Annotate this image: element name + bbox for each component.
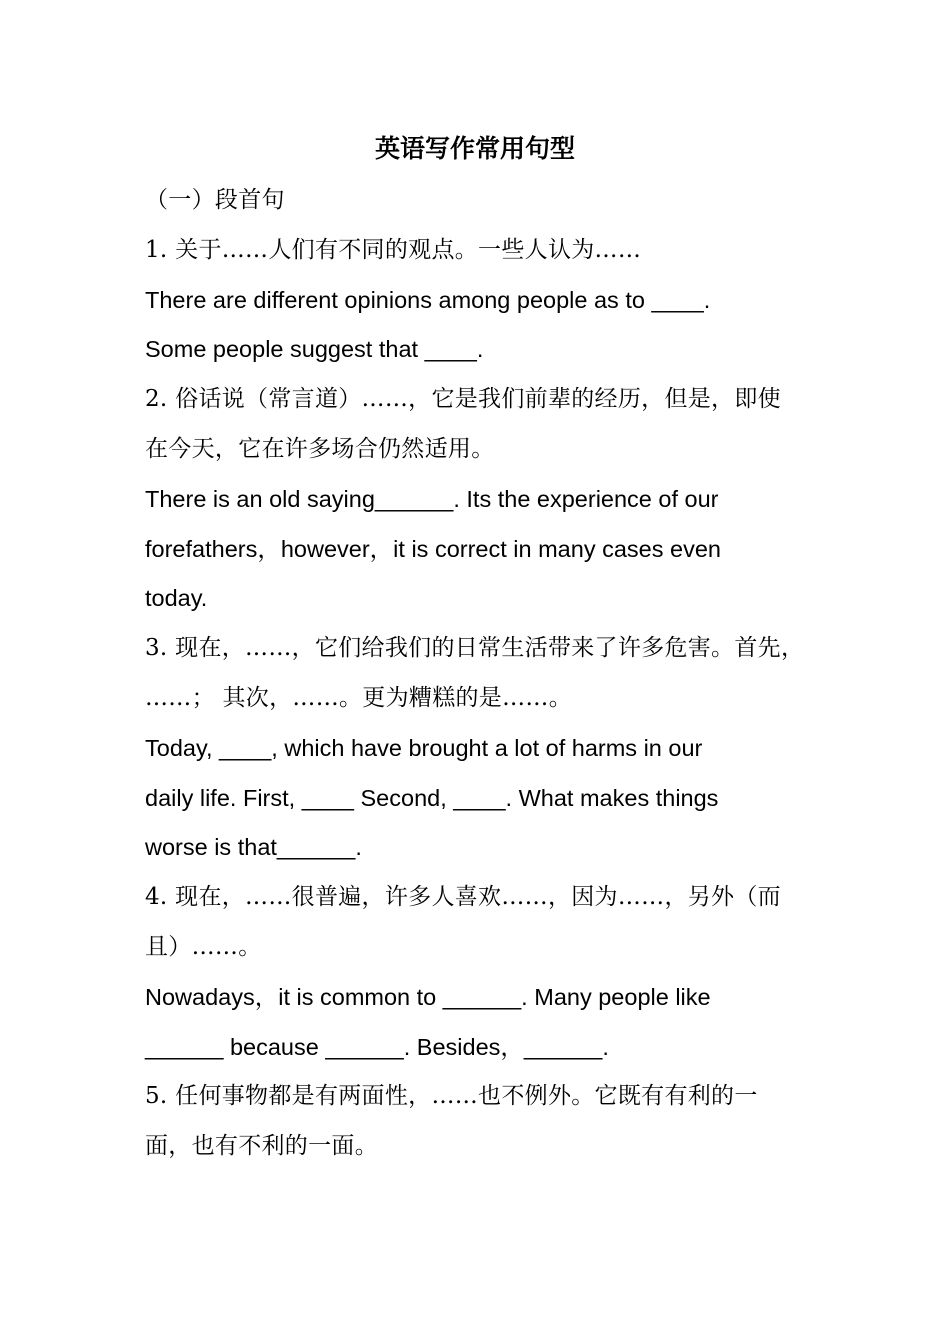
pattern-4-chinese-line-2: 且）……。 — [145, 933, 262, 960]
pattern-4-chinese-line-1: 4. 现在，……很普遍，许多人喜欢……，因为……，另外（而 — [145, 884, 781, 911]
pattern-3-chinese-line-1: 3. 现在，……，它们给我们的日常生活带来了许多危害。首先， — [145, 635, 805, 662]
pattern-4-english-line-1: Nowadays，it is common to ______. Many people like — [145, 983, 711, 1010]
pattern-3-chinese-line-2: ……； 其次，……。更为糟糕的是……。 — [145, 684, 573, 711]
pattern-1-english-line-2: Some people suggest that ____. — [145, 336, 484, 363]
document-title: 英语写作常用句型 — [374, 134, 575, 163]
pattern-2-english-line-3: today. — [145, 585, 208, 612]
pattern-5-chinese-line-2: 面，也有不利的一面。 — [145, 1133, 378, 1160]
pattern-1-english-line-1: There are different opinions among people as to ____. — [145, 286, 711, 313]
pattern-3-english-line-3: worse is that______. — [145, 834, 362, 861]
document-body — [145, 176, 825, 1172]
pattern-2-english-line-1: There is an old saying______. Its the experience of our — [145, 485, 719, 512]
pattern-4-english-line-2: ______ because ______. Besides，______. — [145, 1033, 609, 1060]
pattern-2-english-line-2: forefathers，however，it is correct in many cases even — [145, 535, 721, 562]
pattern-3-english-line-2: daily life. First, ____ Second, ____. What makes things — [145, 784, 719, 811]
pattern-3-english-line-1: Today, ____, which have brought a lot of harms in our — [145, 734, 703, 761]
pattern-2-chinese-line-2: 在今天，它在许多场合仍然适用。 — [145, 435, 495, 462]
pattern-5-chinese-line-1: 5. 任何事物都是有两面性，……也不例外。它既有有利的一 — [145, 1083, 758, 1110]
section-heading: （一）段首句 — [145, 187, 285, 213]
pattern-1-chinese: 1. 关于……人们有不同的观点。一些人认为…… — [145, 236, 642, 263]
pattern-2-chinese-line-1: 2. 俗话说（常言道）……，它是我们前辈的经历，但是，即使 — [145, 386, 781, 413]
